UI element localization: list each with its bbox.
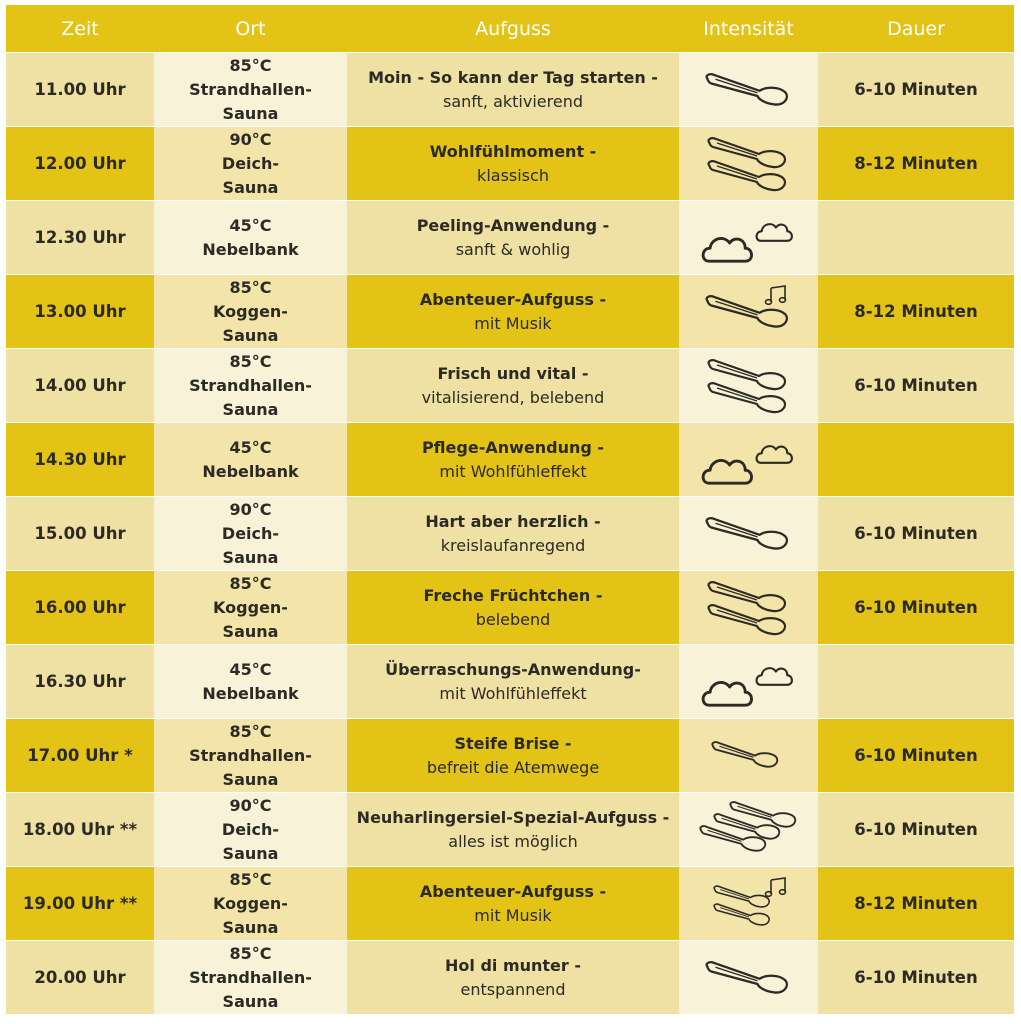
time-cell: 11.00 Uhr xyxy=(6,53,154,127)
duration-cell: 6-10 Minuten xyxy=(818,53,1014,127)
location-label: Koggen- xyxy=(213,597,288,617)
intensity-cell xyxy=(679,127,818,201)
location-label: Nebelbank xyxy=(202,239,299,259)
double-spoon-icon xyxy=(699,134,799,194)
duration-cell xyxy=(818,423,1014,497)
intensity-icons xyxy=(699,578,799,638)
intensity-cell xyxy=(679,423,818,497)
infusion-title: Hart aber herzlich - xyxy=(425,511,601,531)
intensity-cell xyxy=(679,497,818,571)
location-cell xyxy=(154,719,347,793)
location-label: Koggen- xyxy=(213,301,288,321)
location-cell xyxy=(154,941,347,1015)
infusion-description: befreit die Atemwege xyxy=(426,757,600,777)
intensity-icons xyxy=(699,948,799,1008)
intensity-cell xyxy=(679,275,818,349)
temperature-label: 45°C xyxy=(229,215,272,235)
infusion-cell xyxy=(347,53,679,127)
location-cell xyxy=(154,867,347,941)
infusion-cell xyxy=(347,201,679,275)
temperature-label: 45°C xyxy=(229,659,272,679)
time-cell: 12.00 Uhr xyxy=(6,127,154,201)
sauna-schedule xyxy=(6,5,1014,1015)
intensity-icons xyxy=(699,208,799,268)
duration-cell xyxy=(818,201,1014,275)
infusion-cell xyxy=(347,349,679,423)
time-cell: 17.00 Uhr * xyxy=(6,719,154,793)
triple-spoon-icon xyxy=(699,800,799,860)
infusion-cell xyxy=(347,941,679,1015)
infusion-title: Abenteuer-Aufguss - xyxy=(419,289,607,309)
time-cell: 16.00 Uhr xyxy=(6,571,154,645)
duration-cell: 6-10 Minuten xyxy=(818,349,1014,423)
temperature-label: 85°C xyxy=(229,869,272,889)
table-row xyxy=(6,867,1014,941)
time-cell: 15.00 Uhr xyxy=(6,497,154,571)
location-label: Deich- xyxy=(221,819,280,839)
location-label: Strandhallen- xyxy=(189,745,312,765)
infusion-description: entspannend xyxy=(460,979,566,999)
infusion-cell xyxy=(347,497,679,571)
infusion-title: Wohlfühlmoment - xyxy=(429,141,597,161)
infusion-cell xyxy=(347,719,679,793)
infusion-cell xyxy=(347,571,679,645)
duration-cell: 6-10 Minuten xyxy=(818,719,1014,793)
table-row xyxy=(6,275,1014,349)
location-cell xyxy=(154,571,347,645)
header-row xyxy=(6,5,1014,53)
infusion-description: klassisch xyxy=(477,165,549,185)
infusion-cell xyxy=(347,793,679,867)
cloud-icon xyxy=(699,652,799,712)
spoon-icon xyxy=(699,726,799,786)
infusion-cell xyxy=(347,423,679,497)
time-cell: 14.00 Uhr xyxy=(6,349,154,423)
location-label: Sauna xyxy=(222,177,279,197)
time-cell: 12.30 Uhr xyxy=(6,201,154,275)
infusion-description: mit Wohlfühleffekt xyxy=(439,461,587,481)
header-time: Zeit xyxy=(6,5,154,53)
spoon-icon xyxy=(699,504,799,564)
location-label: Sauna xyxy=(222,843,279,863)
time-cell: 13.00 Uhr xyxy=(6,275,154,349)
cloud-icon xyxy=(699,430,799,490)
intensity-icons xyxy=(699,282,799,342)
schedule-table xyxy=(6,5,1014,1015)
infusion-description: alles ist möglich xyxy=(448,831,578,851)
duration-cell: 8-12 Minuten xyxy=(818,127,1014,201)
table-row xyxy=(6,127,1014,201)
music-note-icon xyxy=(699,874,799,934)
location-cell xyxy=(154,127,347,201)
table-row xyxy=(6,571,1014,645)
location-label: Sauna xyxy=(222,325,279,345)
time-cell: 19.00 Uhr ** xyxy=(6,867,154,941)
infusion-description: mit Musik xyxy=(474,905,552,925)
table-row xyxy=(6,645,1014,719)
intensity-icons xyxy=(699,60,799,120)
location-label: Sauna xyxy=(222,917,279,937)
infusion-cell xyxy=(347,275,679,349)
location-label: Sauna xyxy=(222,991,279,1011)
infusion-title: Überraschungs-Anwendung- xyxy=(385,659,641,679)
infusion-title: Neuharlingersiel-Spezial-Aufguss - xyxy=(356,807,670,827)
infusion-cell xyxy=(347,127,679,201)
music-note-icon xyxy=(699,282,799,342)
infusion-description: belebend xyxy=(475,609,551,629)
table-row xyxy=(6,349,1014,423)
duration-cell: 6-10 Minuten xyxy=(818,571,1014,645)
duration-cell: 6-10 Minuten xyxy=(818,941,1014,1015)
table-row xyxy=(6,201,1014,275)
intensity-icons xyxy=(699,874,799,934)
infusion-description: sanft & wohlig xyxy=(455,239,571,259)
temperature-label: 85°C xyxy=(229,351,272,371)
duration-cell: 6-10 Minuten xyxy=(818,793,1014,867)
infusion-title: Peeling-Anwendung - xyxy=(416,215,610,235)
intensity-cell xyxy=(679,719,818,793)
infusion-cell xyxy=(347,645,679,719)
temperature-label: 90°C xyxy=(229,499,272,519)
time-cell: 18.00 Uhr ** xyxy=(6,793,154,867)
temperature-label: 85°C xyxy=(229,943,272,963)
location-label: Strandhallen- xyxy=(189,375,312,395)
duration-cell: 6-10 Minuten xyxy=(818,497,1014,571)
location-label: Nebelbank xyxy=(202,683,299,703)
double-spoon-icon xyxy=(699,356,799,416)
time-cell: 14.30 Uhr xyxy=(6,423,154,497)
infusion-description: mit Wohlfühleffekt xyxy=(439,683,587,703)
location-label: Deich- xyxy=(221,153,280,173)
infusion-cell xyxy=(347,867,679,941)
location-label: Sauna xyxy=(222,103,279,123)
infusion-description: kreislaufanregend xyxy=(440,535,586,555)
infusion-description: mit Musik xyxy=(474,313,552,333)
location-label: Strandhallen- xyxy=(189,79,312,99)
location-cell xyxy=(154,201,347,275)
spoon-icon xyxy=(699,948,799,1008)
table-row xyxy=(6,53,1014,127)
location-label: Sauna xyxy=(222,547,279,567)
intensity-cell xyxy=(679,571,818,645)
intensity-cell xyxy=(679,645,818,719)
intensity-cell xyxy=(679,867,818,941)
intensity-icons xyxy=(699,134,799,194)
time-cell: 16.30 Uhr xyxy=(6,645,154,719)
location-label: Sauna xyxy=(222,621,279,641)
intensity-cell xyxy=(679,941,818,1015)
intensity-icons xyxy=(699,726,799,786)
temperature-label: 45°C xyxy=(229,437,272,457)
intensity-icons xyxy=(699,356,799,416)
infusion-title: Pflege-Anwendung - xyxy=(421,437,605,457)
intensity-icons xyxy=(699,652,799,712)
location-label: Nebelbank xyxy=(202,461,299,481)
location-cell xyxy=(154,497,347,571)
temperature-label: 85°C xyxy=(229,721,272,741)
duration-cell xyxy=(818,645,1014,719)
temperature-label: 85°C xyxy=(229,55,272,75)
infusion-title: Frisch und vital - xyxy=(437,363,589,383)
header-infusion: Aufguss xyxy=(347,5,679,53)
temperature-label: 85°C xyxy=(229,573,272,593)
cloud-icon xyxy=(699,208,799,268)
location-cell xyxy=(154,645,347,719)
infusion-title: Steife Brise - xyxy=(454,733,572,753)
location-cell xyxy=(154,53,347,127)
intensity-cell xyxy=(679,793,818,867)
table-row xyxy=(6,793,1014,867)
infusion-description: vitalisierend, belebend xyxy=(421,387,605,407)
table-row xyxy=(6,719,1014,793)
header-intensity: Intensität xyxy=(679,5,818,53)
intensity-icons xyxy=(699,430,799,490)
table-row xyxy=(6,497,1014,571)
location-label: Koggen- xyxy=(213,893,288,913)
header-location: Ort xyxy=(154,5,347,53)
location-cell xyxy=(154,275,347,349)
location-cell xyxy=(154,423,347,497)
infusion-title: Moin - So kann der Tag starten - xyxy=(368,67,658,87)
infusion-title: Freche Früchtchen - xyxy=(423,585,603,605)
location-label: Deich- xyxy=(221,523,280,543)
location-label: Sauna xyxy=(222,399,279,419)
intensity-icons xyxy=(699,800,799,860)
intensity-cell xyxy=(679,349,818,423)
infusion-description: sanft, aktivierend xyxy=(443,91,583,111)
infusion-title: Abenteuer-Aufguss - xyxy=(419,881,607,901)
intensity-cell xyxy=(679,201,818,275)
temperature-label: 90°C xyxy=(229,129,272,149)
temperature-label: 85°C xyxy=(229,277,272,297)
spoon-icon xyxy=(699,60,799,120)
temperature-label: 90°C xyxy=(229,795,272,815)
location-cell xyxy=(154,349,347,423)
location-cell xyxy=(154,793,347,867)
location-label: Strandhallen- xyxy=(189,967,312,987)
duration-cell: 8-12 Minuten xyxy=(818,867,1014,941)
intensity-cell xyxy=(679,53,818,127)
header-duration: Dauer xyxy=(818,5,1014,53)
table-row xyxy=(6,941,1014,1015)
infusion-title: Hol di munter - xyxy=(445,955,581,975)
double-spoon-icon xyxy=(699,578,799,638)
intensity-icons xyxy=(699,504,799,564)
duration-cell: 8-12 Minuten xyxy=(818,275,1014,349)
location-label: Sauna xyxy=(222,769,279,789)
table-row xyxy=(6,423,1014,497)
time-cell: 20.00 Uhr xyxy=(6,941,154,1015)
